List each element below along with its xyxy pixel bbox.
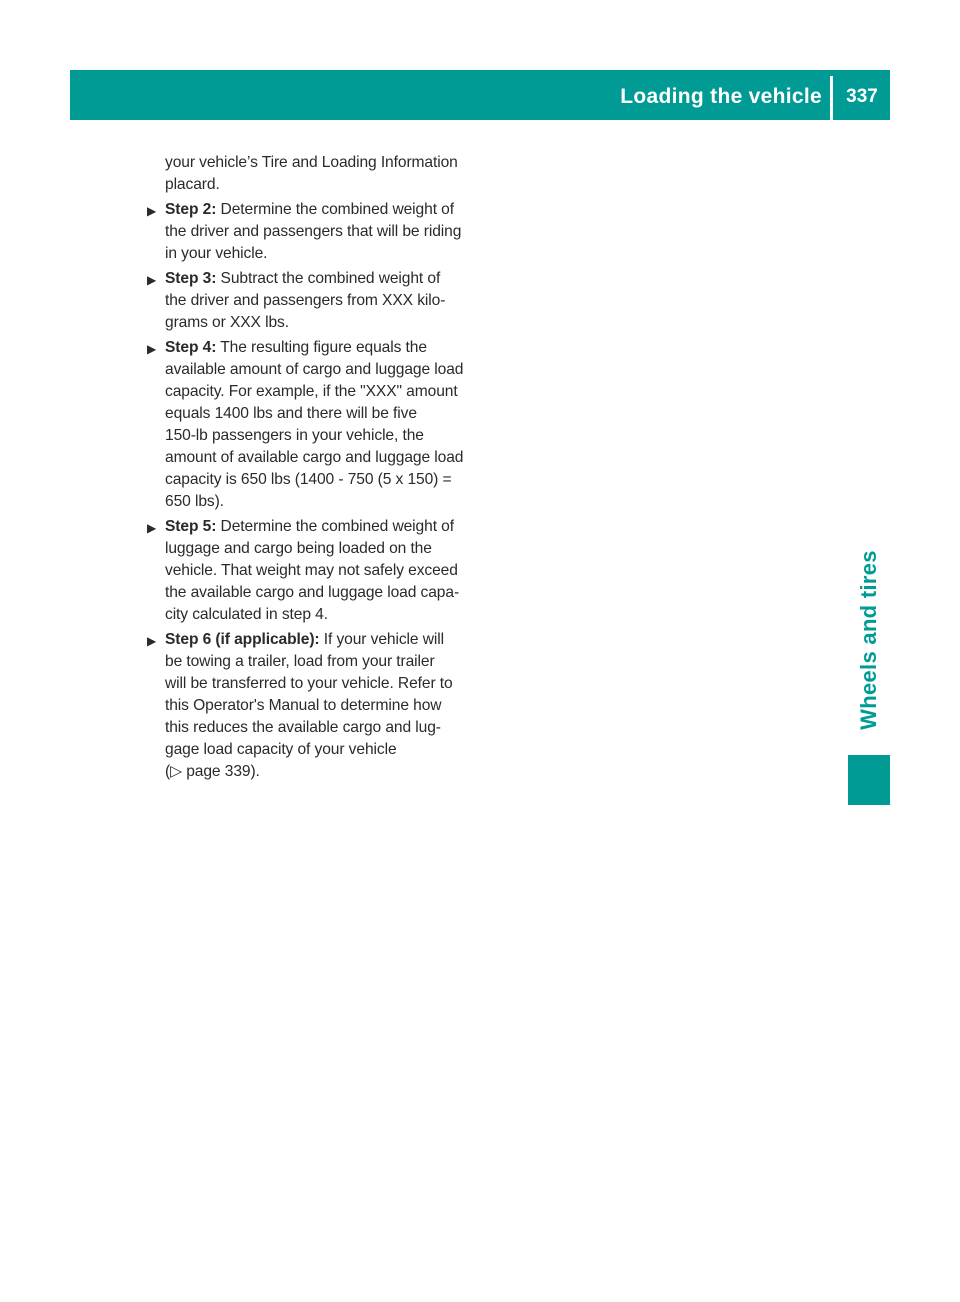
text-line: amount of available cargo and luggage load	[165, 449, 464, 466]
text-line: Determine the combined weight of	[220, 518, 454, 535]
bullet-arrow-icon: ▶	[147, 521, 157, 535]
text-line: Subtract the combined weight of	[220, 270, 441, 287]
text-line: this reduces the available cargo and lug-	[165, 719, 441, 736]
bullet-arrow-icon: ▶	[147, 204, 157, 218]
header-divider	[830, 76, 833, 120]
chapter-side-tab[interactable]	[848, 540, 890, 740]
text-line: equals 1400 lbs and there will be five	[165, 405, 417, 422]
text-line: in your vehicle.	[165, 245, 268, 262]
text-line: be towing a trailer, load from your trailer	[165, 653, 435, 670]
bullet-arrow-icon: ▶	[147, 273, 157, 287]
body-text	[146, 152, 484, 783]
page-reference-link[interactable]: (▷ page 339).	[165, 763, 260, 780]
text-line: 650 lbs).	[165, 493, 224, 510]
text-line: gage load capacity of your vehicle	[165, 741, 397, 758]
chapter-marker-square	[848, 755, 890, 805]
step-item	[146, 629, 484, 783]
text-line: available amount of cargo and luggage load	[165, 361, 464, 378]
header-bar	[70, 70, 890, 120]
text-line: will be transferred to your vehicle. Refer to	[165, 675, 453, 692]
continued-paragraph	[146, 152, 484, 196]
chapter-tab-label: Wheels and tires	[856, 550, 881, 730]
text-line: placard.	[165, 176, 220, 193]
step-label: Step 6 (if applicable):	[165, 631, 320, 648]
page-section-title: Loading the vehicle	[620, 85, 822, 108]
text-line: capacity. For example, if the "XXX" amount	[165, 383, 458, 400]
text-line: Determine the combined weight of	[220, 201, 454, 218]
page-number: 337	[846, 86, 878, 107]
step-label: Step 4:	[165, 339, 217, 356]
text-line: capacity is 650 lbs (1400 - 750 (5 x 150) =	[165, 471, 452, 488]
step-item	[146, 516, 484, 626]
step-item	[146, 268, 484, 334]
text-line: your vehicle’s Tire and Loading Information	[165, 154, 458, 171]
step-label: Step 5:	[165, 518, 217, 535]
step-label: Step 3:	[165, 270, 217, 287]
text-line: If your vehicle will	[323, 631, 444, 648]
step-item	[146, 199, 484, 265]
text-line: grams or XXX lbs.	[165, 314, 289, 331]
text-line: the available cargo and luggage load capa-	[165, 584, 460, 601]
step-label: Step 2:	[165, 201, 217, 218]
text-line: city calculated in step 4.	[165, 606, 328, 623]
text-line: vehicle. That weight may not safely exceed	[165, 562, 458, 579]
text-line: luggage and cargo being loaded on the	[165, 540, 432, 557]
text-line: The resulting figure equals the	[220, 339, 427, 356]
text-line: this Operator's Manual to determine how	[165, 697, 442, 714]
text-line: 150-lb passengers in your vehicle, the	[165, 427, 424, 444]
bullet-arrow-icon: ▶	[147, 634, 157, 648]
text-line: the driver and passengers from XXX kilo-	[165, 292, 446, 309]
step-item	[146, 337, 484, 513]
text-line: the driver and passengers that will be riding	[165, 223, 462, 240]
bullet-arrow-icon: ▶	[147, 342, 157, 356]
